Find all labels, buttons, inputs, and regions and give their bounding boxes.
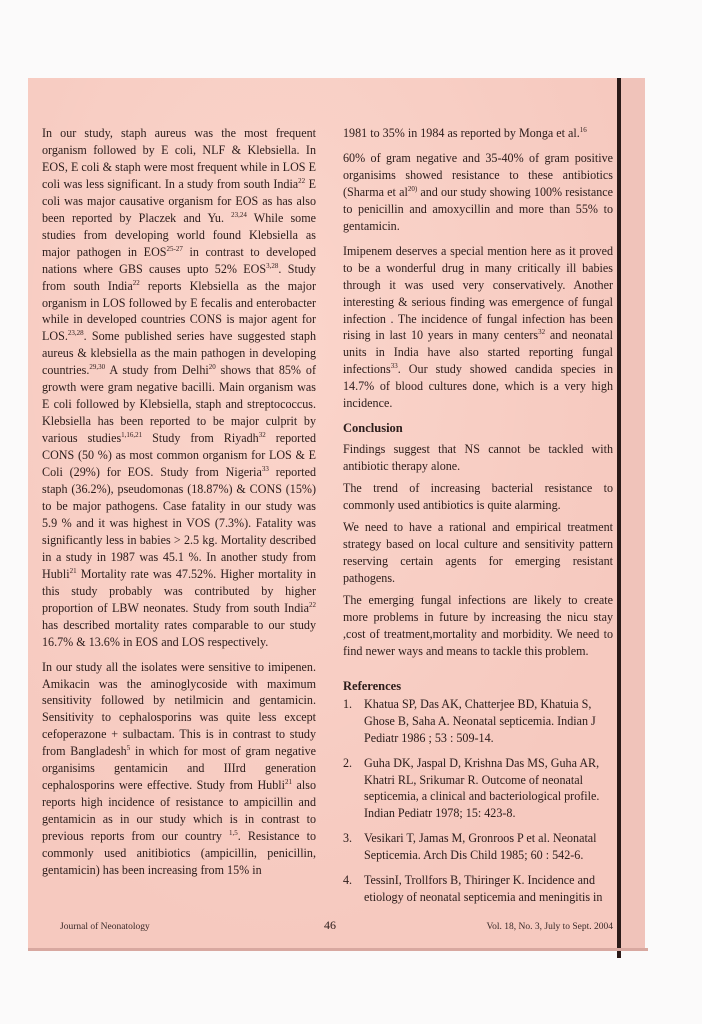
citation-superscript: 21 (69, 566, 77, 575)
paragraph-text: . Some published series have suggested staph aureus & klebsiella as the main pathogen in developing countries. (42, 329, 316, 378)
paragraph-text: 60% of gram negative and 35-40% of gram positive organisims showed resistance to these antibiotics (Sharma et al (343, 150, 613, 199)
citation-superscript: 20) (407, 184, 418, 193)
reference-text: TessinI, Trollfors B, Thiringer K. Incidence and etiology of neonatal septicemia and meningitis in (364, 873, 603, 905)
conclusion-paragraph: Findings suggest that NS cannot be tackled with antibiotic therapy alone. (343, 442, 613, 474)
discussion-continued (343, 125, 613, 412)
page-footer (42, 918, 613, 934)
citation-superscript: 22 (309, 600, 316, 609)
paragraph-text: While some studies from developing world found Klebsiella as major pathogen in EOS (42, 210, 317, 259)
citation-superscript: 3,28 (266, 261, 279, 270)
left-column (42, 125, 316, 887)
paragraph-text: shows that 85% of growth were gram negative bacilli. Main organism was E coli followed by Klebsiella, staph and streptococcus. Klebsiella has been reported to be major culprit by various studies (42, 363, 316, 446)
page-number: 46 (324, 918, 336, 933)
paragraph-text: reports Klebsiella as the major organism in LOS followed by E fecalis and enterobacter while in developed countries CONS is major agent for LOS. (42, 278, 316, 344)
citation-superscript: 33 (390, 362, 398, 371)
citation-superscript: 33 (261, 465, 269, 474)
citation-superscript: 5 (126, 744, 131, 753)
citation-superscript: 32 (538, 328, 546, 337)
paragraph-text: Imipenem deserves a special mention here as it proved to be a wonderful drug in many critically ill babies through it was used very conservatively. Another interesting & serious finding was emergence of fungal infection . The incidence of fungal infection has been rising in last 10 years in many centers (343, 243, 613, 343)
paragraph-text: and neonatal units in India have also started reporting fungal infections (343, 328, 613, 377)
paragraph-text: in which for most of gram negative organisims gentamicin and IIIrd generation cephalosporins were effective. Study from Hubli (42, 744, 316, 793)
two-column-body (42, 125, 613, 914)
paragraph-text: in contrast to developed nations where GBS causes upto 52% EOS (42, 244, 316, 276)
references-heading: References (343, 678, 402, 693)
right-column (343, 125, 613, 914)
references-list (343, 696, 613, 906)
reference-number: 2. (343, 755, 353, 770)
paragraph-text: . Our study showed candida species in 14.7% of blood cultures done, which is a very high incidence. (343, 362, 613, 411)
paragraph-text: A study from Delhi (105, 363, 209, 378)
page-bottom-edge (28, 948, 648, 951)
citation-superscript: 1,16,21 (121, 431, 143, 440)
paragraph-text: In our study, staph aureus was the most frequent organism followed by E coli, NLF & Klebsiella. In EOS, E coli & staph were most frequent while in LOS E coli was less significant. In a study from south India (42, 126, 316, 191)
footer-left-cell (42, 918, 336, 934)
paragraph-text: . Study from south India (42, 261, 316, 293)
paragraph-text: E coli was major causative organism for EOS as has also been reported by Placzek and Yu. (42, 176, 316, 225)
reference-item (343, 696, 613, 747)
reference-number: 3. (343, 831, 353, 846)
citation-superscript: 1,5 (229, 829, 238, 838)
citation-superscript: 25-27 (166, 244, 183, 253)
paragraph-text: and our study showing 100% resistance to penicillin and amoxycillin and more than 55% to gentamicin. (343, 184, 613, 233)
binding-spine-line (617, 78, 621, 958)
journal-name: Journal of Neonatology (60, 922, 150, 933)
body-paragraph (343, 125, 613, 142)
reference-text: Vesikari T, Jamas M, Gronroos P et al. Neonatal Septicemia. Arch Dis Child 1985; 60 : 542-6. (364, 831, 597, 863)
body-paragraph (343, 150, 613, 235)
paragraph-text: In our study all the isolates were sensitive to imipenen. Amikacin was the aminoglycoside with maximum sensitivity followed by netilmicin and gentamicin. Sensitivity to cephalosporins was quite less except cefoperazone + sulbactam. This is in contrast to study from Bangladesh (42, 659, 316, 759)
citation-superscript: 22 (298, 176, 306, 185)
paragraph-text: 1981 to 35% in 1984 as reported by Monga et al. (343, 126, 580, 140)
paragraph-text: reported staph (36.2%), pseudomonas (18.87%) & CONS (15%) to be major pathogens. Case fatality in our study was 5.9 % and it was highest in VOS (7.3%). Fatality was significantly less in babies > 2.5 kg. Mortality described in a study in 1987 was 45.1 %. In another study from Hubli (42, 465, 316, 581)
citation-superscript: 20 (208, 363, 216, 372)
citation-superscript: 16 (579, 125, 587, 134)
conclusion-paragraph: We need to have a rational and empirical treatment strategy based on local culture and sensitivity pattern reserving certain agents for emerging resistant pathogens. (343, 520, 613, 585)
body-paragraph (42, 125, 316, 651)
paragraph-text: has described mortality rates comparable to our study 16.7% & 13.6% in EOS and LOS respectively. (42, 617, 316, 649)
citation-superscript: 32 (258, 431, 266, 440)
reference-item (343, 755, 613, 823)
citation-superscript: 29,30 (89, 363, 106, 372)
reference-item (343, 830, 613, 864)
reference-text: Guha DK, Jaspal D, Krishna Das MS, Guha AR, Khatri RL, Srikumar R. Outcome of neonatal septicemia, a clinical and bacteriological profile. Indian Pediatr 1978; 15: 423-8. (364, 755, 600, 821)
issue-info: Vol. 18, No. 3, July to Sept. 2004 (486, 922, 613, 933)
page-edge (621, 78, 645, 950)
conclusion-heading: Conclusion (343, 421, 403, 436)
reference-text: Khatua SP, Das AK, Chatterjee BD, Khatuia S, Ghose B, Saha A. Neonatal septicemia. Indian J Pediatr 1986 ; 53 : 509-14. (364, 696, 596, 745)
body-paragraph (42, 659, 316, 879)
citation-superscript: 22 (132, 278, 140, 287)
reference-number: 1. (343, 696, 353, 711)
reference-number: 4. (343, 873, 353, 888)
page-content (42, 125, 613, 934)
citation-superscript: 21 (285, 778, 292, 787)
reference-item (343, 872, 613, 906)
conclusion-paragraph: The trend of increasing bacterial resistance to commonly used antibiotics is quite alarming. (343, 481, 613, 513)
body-paragraph (343, 243, 613, 413)
paragraph-text: also reports high incidence of resistance to ampicillin and gentamicin as in our study which is in contrast to previous reports from our country (42, 778, 316, 844)
citation-superscript: 23,28 (67, 329, 84, 338)
paragraph-text: . Resistance to commonly used anitibiotics (ampicillin, penicillin, gentamicin) has been increasing from 15% in (42, 829, 316, 877)
paragraph-text: Study from Riyadh (142, 431, 259, 446)
citation-superscript: 23,24 (231, 210, 247, 219)
paragraph-text: reported CONS (50 %) as most common organism for LOS & E Coli (29%) for EOS. Study from Nigeria (42, 431, 316, 480)
paragraph-text: Mortality rate was 47.52%. Higher mortality in this study probably was contributed by higher proportion of LBW neonates. Study from south India (42, 566, 316, 615)
conclusion-paragraph: The emerging fungal infections are likely to create more problems in future by increasing the nicu stay ,cost of treatment,mortality and morbidity. We need to find newer ways and means to tackle this problem. (343, 592, 613, 658)
